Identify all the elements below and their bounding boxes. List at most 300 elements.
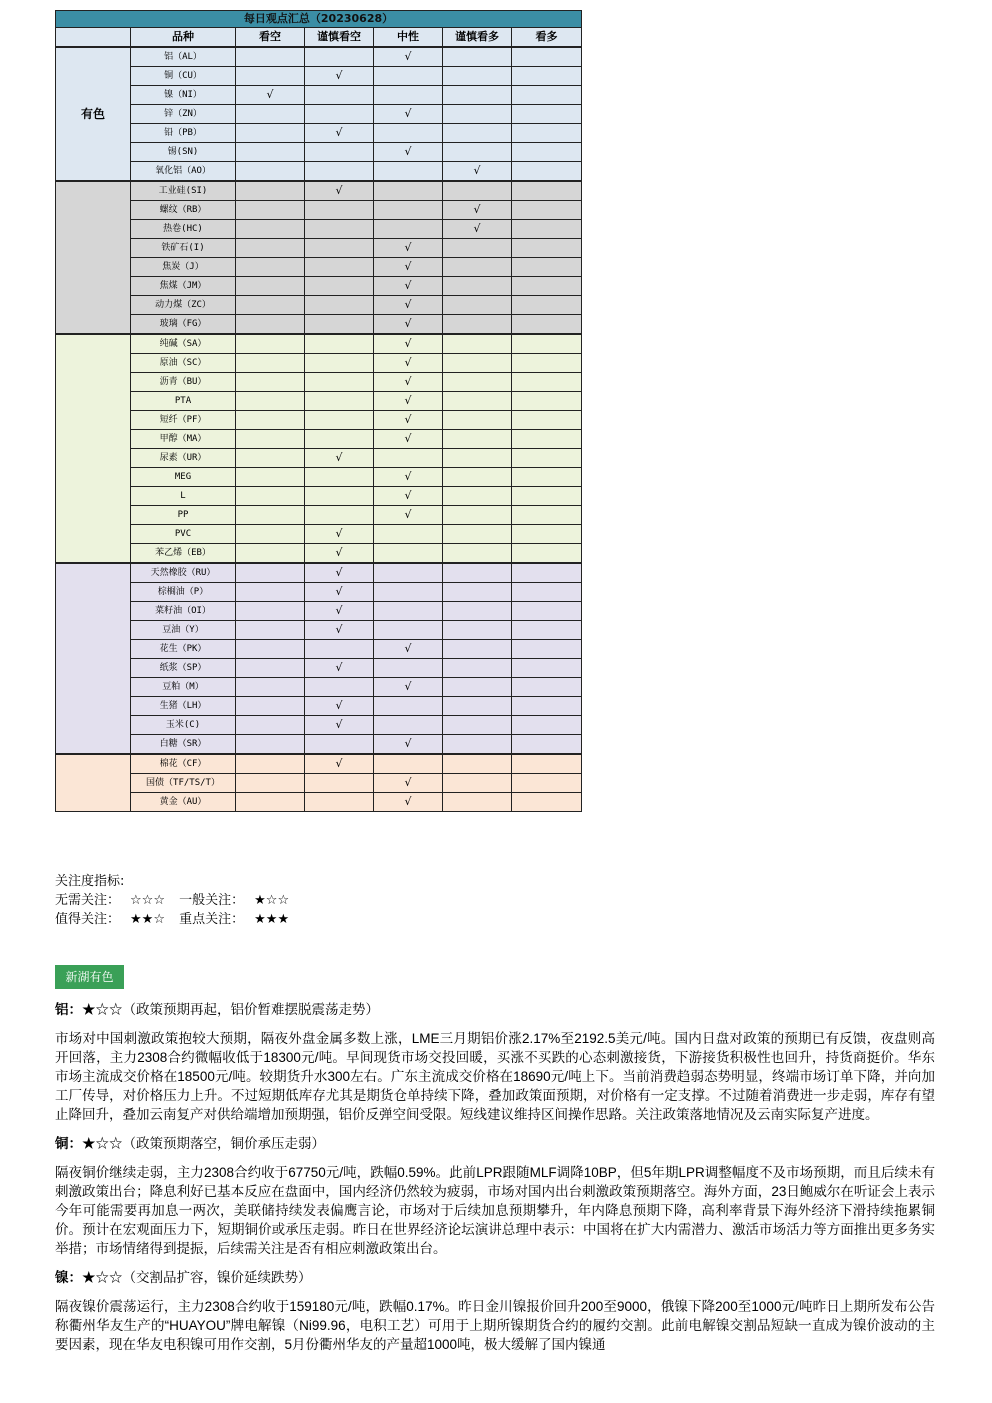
view-cell bbox=[512, 716, 582, 735]
table-row bbox=[56, 468, 582, 487]
view-cell bbox=[236, 583, 305, 602]
view-cell bbox=[512, 774, 582, 793]
view-cell bbox=[236, 220, 305, 239]
commodity-name: 豆粕（M） bbox=[131, 678, 236, 697]
view-cell bbox=[443, 506, 512, 525]
view-cell bbox=[236, 468, 305, 487]
view-cell bbox=[305, 735, 374, 755]
view-cell bbox=[512, 181, 582, 201]
item-body: 隔夜铜价继续走弱，主力2308合约收于67750元/吨，跌幅0.59%。此前LPR跟随MLF调降10BP，但5年期LPR调整幅度不及市场预期，而且后续未有刺激政策出台；降息利好已基本反应在盘面中，国内经济仍然较为疲弱，市场对国内出台刺激政策预期落空。海外方面，23日鲍威尔在听证会上表示今年可能需要再加息一两次，美联储持续发表偏鹰言论，市场对于后续加息预期攀升，年内降息预期下降，高利率背景下海外经济下滑持续拖累铜价。预计在宏观面压力下，短期铜价或承压走弱。昨日在世界经济论坛演讲总理中表示：中国将在扩大内需潜力、激活市场活力等方面推出更多务实举措；市场情绪得到提振，后续需关注是否有相应刺激政策出台。 bbox=[55, 1165, 935, 1256]
view-cell bbox=[443, 678, 512, 697]
view-cell bbox=[512, 506, 582, 525]
view-cell bbox=[512, 315, 582, 335]
view-cell bbox=[512, 525, 582, 544]
view-cell bbox=[443, 124, 512, 143]
commodity-name: L bbox=[131, 487, 236, 506]
commodity-name: PVC bbox=[131, 525, 236, 544]
section-tag: 新湖有色 bbox=[55, 965, 124, 989]
view-cell bbox=[305, 411, 374, 430]
view-cell bbox=[236, 430, 305, 449]
table-title: 每日观点汇总（20230628） bbox=[56, 11, 582, 28]
view-check-mark: √ bbox=[443, 201, 512, 220]
table-row bbox=[56, 754, 582, 774]
view-cell bbox=[305, 201, 374, 220]
view-check-mark: √ bbox=[374, 487, 443, 506]
view-cell bbox=[305, 277, 374, 296]
view-check-mark: √ bbox=[443, 220, 512, 239]
view-cell bbox=[236, 602, 305, 621]
view-check-mark: √ bbox=[374, 678, 443, 697]
commodity-name: 镍（NI） bbox=[131, 86, 236, 105]
view-check-mark: √ bbox=[374, 793, 443, 812]
view-cell bbox=[512, 201, 582, 220]
view-cell bbox=[236, 793, 305, 812]
view-cell bbox=[305, 392, 374, 411]
commentary-item-copper bbox=[55, 1134, 935, 1258]
view-cell bbox=[512, 334, 582, 354]
view-cell bbox=[305, 487, 374, 506]
table-row bbox=[56, 86, 582, 105]
view-cell bbox=[443, 392, 512, 411]
view-cell bbox=[512, 373, 582, 392]
view-check-mark: √ bbox=[374, 334, 443, 354]
commentary-item-aluminum bbox=[55, 1000, 935, 1124]
view-check-mark: √ bbox=[305, 583, 374, 602]
view-cell bbox=[236, 239, 305, 258]
view-cell bbox=[512, 354, 582, 373]
commodity-name: 棕榈油（P） bbox=[131, 583, 236, 602]
table-row bbox=[56, 697, 582, 716]
table-row bbox=[56, 124, 582, 143]
view-cell bbox=[236, 506, 305, 525]
view-check-mark: √ bbox=[305, 181, 374, 201]
view-cell bbox=[443, 640, 512, 659]
view-cell bbox=[305, 296, 374, 315]
view-cell bbox=[443, 525, 512, 544]
view-cell bbox=[443, 143, 512, 162]
view-cell bbox=[512, 621, 582, 640]
commodity-name: 铁矿石(I) bbox=[131, 239, 236, 258]
table-row bbox=[56, 315, 582, 335]
view-cell bbox=[236, 296, 305, 315]
view-cell bbox=[512, 105, 582, 124]
view-cell bbox=[374, 220, 443, 239]
view-cell bbox=[236, 373, 305, 392]
view-check-mark: √ bbox=[374, 105, 443, 124]
view-cell bbox=[512, 86, 582, 105]
view-cell bbox=[236, 47, 305, 67]
view-cell bbox=[443, 181, 512, 201]
category-cell bbox=[56, 334, 131, 563]
commodity-name: 焦煤（JM） bbox=[131, 277, 236, 296]
view-cell bbox=[374, 621, 443, 640]
view-cell bbox=[236, 716, 305, 735]
view-cell bbox=[443, 47, 512, 67]
table-row bbox=[56, 354, 582, 373]
table-row bbox=[56, 258, 582, 277]
view-check-mark: √ bbox=[374, 640, 443, 659]
view-cell bbox=[374, 525, 443, 544]
category-cell bbox=[56, 754, 131, 812]
item-heading: 铝：★☆☆（政策预期再起，铝价暂难摆脱震荡走势） bbox=[55, 1002, 379, 1017]
view-cell bbox=[236, 449, 305, 468]
view-cell bbox=[305, 793, 374, 812]
view-cell bbox=[512, 487, 582, 506]
view-cell bbox=[443, 563, 512, 583]
table-row bbox=[56, 143, 582, 162]
view-cell bbox=[305, 47, 374, 67]
view-cell bbox=[236, 411, 305, 430]
view-cell bbox=[512, 754, 582, 774]
table-row bbox=[56, 621, 582, 640]
view-cell bbox=[374, 67, 443, 86]
commodity-name: 纯碱（SA） bbox=[131, 334, 236, 354]
view-check-mark: √ bbox=[305, 563, 374, 583]
view-cell bbox=[236, 334, 305, 354]
view-cell bbox=[512, 602, 582, 621]
table-row bbox=[56, 47, 582, 67]
table-row bbox=[56, 239, 582, 258]
commodity-name: 铜（CU） bbox=[131, 67, 236, 86]
view-cell bbox=[374, 124, 443, 143]
view-cell bbox=[236, 124, 305, 143]
view-check-mark: √ bbox=[374, 315, 443, 335]
view-cell bbox=[236, 277, 305, 296]
view-cell bbox=[305, 220, 374, 239]
view-cell bbox=[512, 793, 582, 812]
commodity-name: 短纤（PF） bbox=[131, 411, 236, 430]
view-cell bbox=[236, 67, 305, 86]
table-row bbox=[56, 544, 582, 564]
view-cell bbox=[443, 86, 512, 105]
commodity-name: 热卷(HC) bbox=[131, 220, 236, 239]
view-cell bbox=[374, 697, 443, 716]
view-cell bbox=[305, 774, 374, 793]
commentary-item-nickel bbox=[55, 1268, 935, 1354]
view-cell bbox=[512, 258, 582, 277]
view-cell bbox=[512, 411, 582, 430]
view-cell bbox=[236, 354, 305, 373]
column-header: 谨慎看空 bbox=[305, 28, 374, 48]
view-cell bbox=[236, 525, 305, 544]
table-header-row bbox=[56, 28, 582, 48]
view-cell bbox=[305, 506, 374, 525]
view-cell bbox=[305, 430, 374, 449]
commodity-name: 黄金（AU） bbox=[131, 793, 236, 812]
view-cell bbox=[512, 392, 582, 411]
view-check-mark: √ bbox=[374, 258, 443, 277]
view-cell bbox=[305, 678, 374, 697]
view-cell bbox=[512, 239, 582, 258]
view-cell bbox=[443, 602, 512, 621]
view-cell bbox=[443, 583, 512, 602]
view-cell bbox=[443, 296, 512, 315]
view-cell bbox=[236, 678, 305, 697]
table-row bbox=[56, 162, 582, 182]
table-row bbox=[56, 181, 582, 201]
view-cell bbox=[374, 563, 443, 583]
table-row bbox=[56, 449, 582, 468]
table-row bbox=[56, 201, 582, 220]
table-row bbox=[56, 430, 582, 449]
column-header: 品种 bbox=[131, 28, 236, 48]
header-group-blank bbox=[56, 28, 131, 48]
commodity-name: 生猪（LH） bbox=[131, 697, 236, 716]
view-check-mark: √ bbox=[305, 602, 374, 621]
view-cell bbox=[374, 583, 443, 602]
view-cell bbox=[236, 774, 305, 793]
view-check-mark: √ bbox=[305, 544, 374, 564]
commodity-name: 锡(SN) bbox=[131, 143, 236, 162]
view-cell bbox=[443, 735, 512, 755]
view-cell bbox=[236, 201, 305, 220]
table-row bbox=[56, 334, 582, 354]
view-cell bbox=[305, 86, 374, 105]
legend-row bbox=[55, 910, 289, 929]
view-cell bbox=[236, 487, 305, 506]
view-cell bbox=[374, 659, 443, 678]
table-row bbox=[56, 296, 582, 315]
view-check-mark: √ bbox=[305, 67, 374, 86]
view-check-mark: √ bbox=[305, 124, 374, 143]
table-row bbox=[56, 373, 582, 392]
view-cell bbox=[236, 544, 305, 564]
view-cell bbox=[374, 86, 443, 105]
view-check-mark: √ bbox=[374, 468, 443, 487]
view-cell bbox=[443, 544, 512, 564]
view-cell bbox=[512, 583, 582, 602]
view-cell bbox=[443, 487, 512, 506]
view-cell bbox=[512, 67, 582, 86]
attention-legend bbox=[55, 872, 289, 929]
view-check-mark: √ bbox=[374, 47, 443, 67]
view-cell bbox=[443, 716, 512, 735]
commodity-name: 甲醇（MA） bbox=[131, 430, 236, 449]
view-cell bbox=[443, 754, 512, 774]
table-row bbox=[56, 506, 582, 525]
view-cell bbox=[512, 124, 582, 143]
category-cell bbox=[56, 181, 131, 334]
view-cell bbox=[443, 334, 512, 354]
view-cell bbox=[443, 411, 512, 430]
view-cell bbox=[512, 640, 582, 659]
legend-title: 关注度指标: bbox=[55, 874, 125, 889]
commodity-name: 天然橡胶（RU） bbox=[131, 563, 236, 583]
view-cell bbox=[374, 544, 443, 564]
category-cell bbox=[56, 563, 131, 754]
commodity-name: 沥青（BU） bbox=[131, 373, 236, 392]
commentary-content bbox=[55, 1000, 935, 1364]
item-body: 隔夜镍价震荡运行，主力2308合约收于159180元/吨，跌幅0.17%。昨日金川镍报价回升200至9000，俄镍下降200至1000元/吨昨日上期所发布公告称衢州华友生产的“HUAYOU”牌电解镍（Ni99.96，电积工艺）可用于上期所镍期货合约的履约交割。此前电解镍交割品短缺一直成为镍价波动的主要因素，现在华友电积镍可用作交割，5月份衢州华友的产量超1000吨，极大缓解了国内镍通 bbox=[55, 1299, 935, 1352]
legend-item: 重点关注： ★★★ bbox=[179, 912, 290, 927]
view-cell bbox=[512, 296, 582, 315]
view-cell bbox=[512, 563, 582, 583]
commodity-name: 工业硅(SI) bbox=[131, 181, 236, 201]
commodity-name: MEG bbox=[131, 468, 236, 487]
table-row bbox=[56, 735, 582, 755]
view-cell bbox=[443, 430, 512, 449]
table-row bbox=[56, 716, 582, 735]
column-header: 看空 bbox=[236, 28, 305, 48]
view-cell bbox=[305, 468, 374, 487]
view-cell bbox=[236, 105, 305, 124]
view-cell bbox=[512, 220, 582, 239]
table-row bbox=[56, 525, 582, 544]
view-cell bbox=[305, 162, 374, 182]
table-row bbox=[56, 67, 582, 86]
legend-item: 无需关注： ☆☆☆ bbox=[55, 893, 165, 908]
view-cell bbox=[374, 181, 443, 201]
commodity-name: 菜籽油（OI） bbox=[131, 602, 236, 621]
view-check-mark: √ bbox=[305, 525, 374, 544]
view-cell bbox=[236, 143, 305, 162]
view-cell bbox=[512, 468, 582, 487]
view-cell bbox=[305, 354, 374, 373]
view-cell bbox=[443, 258, 512, 277]
view-cell bbox=[236, 181, 305, 201]
view-cell bbox=[512, 47, 582, 67]
view-cell bbox=[305, 258, 374, 277]
view-cell bbox=[512, 659, 582, 678]
view-cell bbox=[443, 449, 512, 468]
view-cell bbox=[512, 697, 582, 716]
view-cell bbox=[374, 162, 443, 182]
view-cell bbox=[236, 621, 305, 640]
view-cell bbox=[374, 201, 443, 220]
table-row bbox=[56, 105, 582, 124]
view-check-mark: √ bbox=[374, 774, 443, 793]
view-cell bbox=[443, 659, 512, 678]
commodity-name: 花生（PK） bbox=[131, 640, 236, 659]
view-cell bbox=[374, 754, 443, 774]
column-header: 中性 bbox=[374, 28, 443, 48]
table-row bbox=[56, 277, 582, 296]
daily-view-summary-table bbox=[55, 10, 582, 812]
view-check-mark: √ bbox=[374, 239, 443, 258]
commodity-name: 焦炭（J） bbox=[131, 258, 236, 277]
table-row bbox=[56, 659, 582, 678]
view-check-mark: √ bbox=[305, 716, 374, 735]
view-cell bbox=[443, 315, 512, 335]
table-row bbox=[56, 220, 582, 239]
view-cell bbox=[443, 697, 512, 716]
view-cell bbox=[305, 373, 374, 392]
view-cell bbox=[512, 544, 582, 564]
view-cell bbox=[305, 105, 374, 124]
view-cell bbox=[443, 621, 512, 640]
table-row bbox=[56, 602, 582, 621]
view-cell bbox=[443, 468, 512, 487]
commodity-name: 纸浆（SP） bbox=[131, 659, 236, 678]
view-cell bbox=[305, 143, 374, 162]
commodity-name: 苯乙烯（EB） bbox=[131, 544, 236, 564]
view-cell bbox=[305, 315, 374, 335]
commodity-name: 原油（SC） bbox=[131, 354, 236, 373]
view-check-mark: √ bbox=[374, 735, 443, 755]
view-cell bbox=[236, 563, 305, 583]
view-cell bbox=[236, 754, 305, 774]
view-cell bbox=[443, 67, 512, 86]
view-cell bbox=[443, 354, 512, 373]
view-check-mark: √ bbox=[374, 296, 443, 315]
commodity-name: PTA bbox=[131, 392, 236, 411]
view-check-mark: √ bbox=[443, 162, 512, 182]
view-cell bbox=[236, 315, 305, 335]
legend-row bbox=[55, 891, 289, 910]
view-check-mark: √ bbox=[374, 373, 443, 392]
view-cell bbox=[236, 162, 305, 182]
commodity-name: 棉花（CF） bbox=[131, 754, 236, 774]
view-check-mark: √ bbox=[374, 506, 443, 525]
view-cell bbox=[236, 640, 305, 659]
legend-item: 值得关注： ★★☆ bbox=[55, 912, 165, 927]
view-cell bbox=[236, 735, 305, 755]
commodity-name: 铝（AL） bbox=[131, 47, 236, 67]
table-row bbox=[56, 411, 582, 430]
view-cell bbox=[512, 430, 582, 449]
view-cell bbox=[512, 678, 582, 697]
table-row bbox=[56, 392, 582, 411]
view-cell bbox=[305, 334, 374, 354]
view-cell bbox=[374, 716, 443, 735]
view-cell bbox=[443, 793, 512, 812]
commodity-name: 白糖（SR） bbox=[131, 735, 236, 755]
table-row bbox=[56, 583, 582, 602]
table-row bbox=[56, 774, 582, 793]
view-cell bbox=[443, 239, 512, 258]
column-header: 谨慎看多 bbox=[443, 28, 512, 48]
table-row bbox=[56, 563, 582, 583]
view-cell bbox=[236, 392, 305, 411]
commodity-name: 玉米(C) bbox=[131, 716, 236, 735]
view-cell bbox=[236, 697, 305, 716]
commodity-name: 国债（TF/TS/T） bbox=[131, 774, 236, 793]
view-cell bbox=[374, 449, 443, 468]
view-check-mark: √ bbox=[374, 277, 443, 296]
item-heading: 铜：★☆☆（政策预期落空，铜价承压走弱） bbox=[55, 1136, 325, 1151]
commodity-name: 动力煤（ZC） bbox=[131, 296, 236, 315]
view-cell bbox=[305, 239, 374, 258]
view-cell bbox=[512, 735, 582, 755]
view-cell bbox=[236, 659, 305, 678]
commodity-name: 锌（ZN） bbox=[131, 105, 236, 124]
view-check-mark: √ bbox=[305, 659, 374, 678]
table-row bbox=[56, 487, 582, 506]
commodity-name: 氧化铝（AO） bbox=[131, 162, 236, 182]
category-cell: 有色 bbox=[56, 47, 131, 181]
view-check-mark: √ bbox=[374, 411, 443, 430]
view-check-mark: √ bbox=[374, 430, 443, 449]
commodity-name: 尿素（UR） bbox=[131, 449, 236, 468]
view-cell bbox=[512, 162, 582, 182]
view-cell bbox=[374, 602, 443, 621]
view-cell bbox=[512, 277, 582, 296]
table-row bbox=[56, 793, 582, 812]
view-check-mark: √ bbox=[374, 392, 443, 411]
view-cell bbox=[443, 373, 512, 392]
view-cell bbox=[443, 774, 512, 793]
view-cell bbox=[512, 143, 582, 162]
view-cell bbox=[236, 258, 305, 277]
view-check-mark: √ bbox=[305, 697, 374, 716]
table-row bbox=[56, 640, 582, 659]
view-check-mark: √ bbox=[374, 354, 443, 373]
view-check-mark: √ bbox=[305, 449, 374, 468]
commodity-name: PP bbox=[131, 506, 236, 525]
view-cell bbox=[512, 449, 582, 468]
view-cell bbox=[443, 105, 512, 124]
view-check-mark: √ bbox=[305, 621, 374, 640]
